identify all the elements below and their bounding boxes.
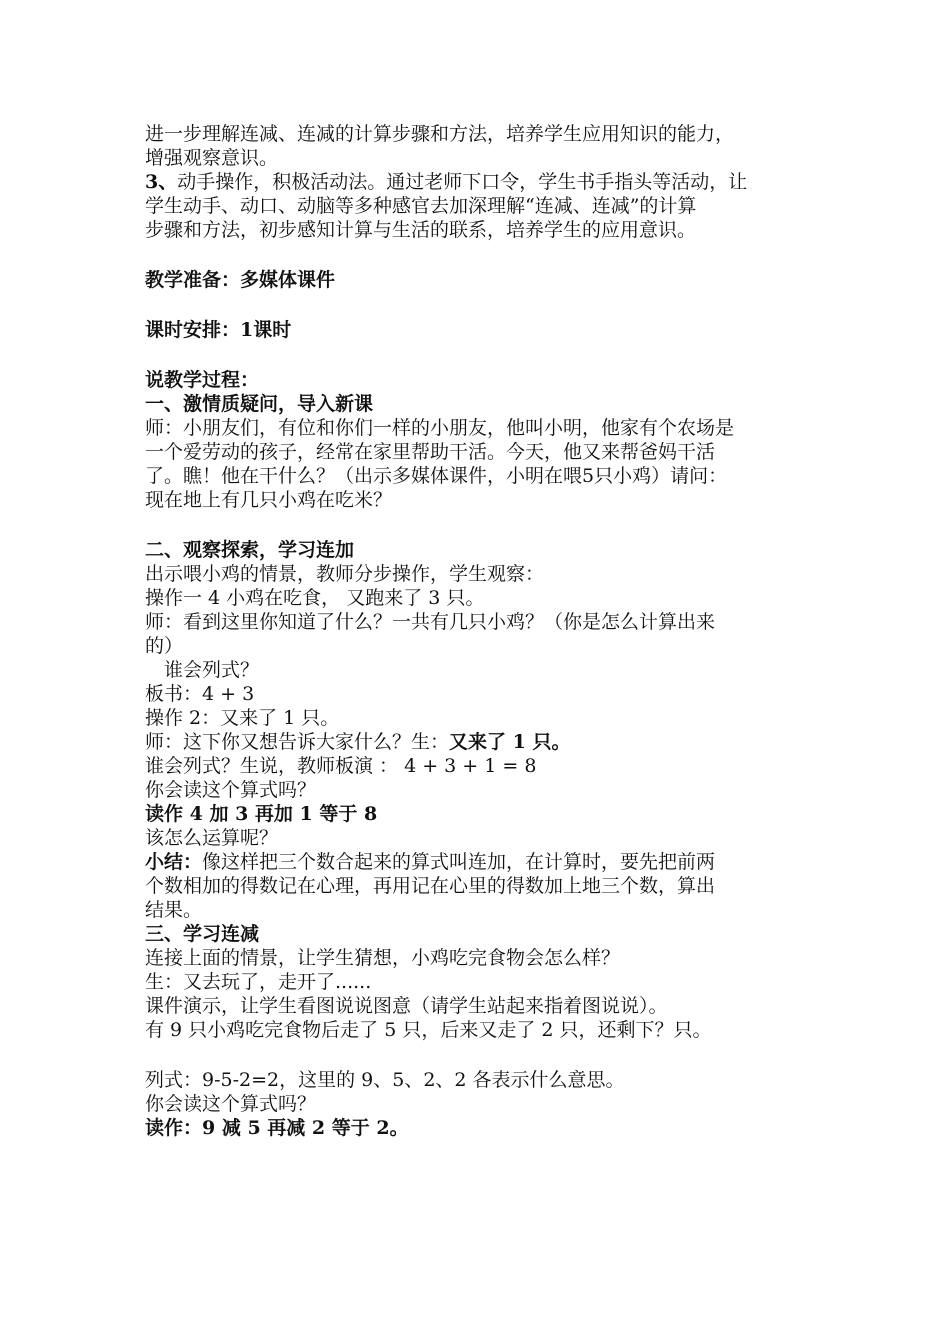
section-2-line-4: 的） — [145, 635, 184, 657]
section-1-heading: 一、激情质疑问，导入新课 — [145, 393, 374, 415]
section-3-line-2: 生：又去玩了，走开了...... — [145, 971, 372, 993]
teacher-question: 师：这下你又想告诉大家什么？生： — [145, 731, 450, 753]
process-heading: 说教学过程： — [145, 369, 260, 391]
section-3-line-1: 连接上面的情景，让学生猜想，小鸡吃完食物会怎么样？ — [145, 947, 621, 969]
section-2-line-6: 板书：4 + 3 — [145, 683, 255, 705]
section-2-summary-line-1 — [145, 850, 825, 874]
method-3-line — [145, 170, 825, 194]
spacer — [145, 292, 825, 318]
section-2-summary-line-3: 结果。 — [145, 899, 203, 921]
summary-label: 小结： — [145, 851, 203, 873]
section-2-line-8 — [145, 730, 825, 754]
section-3-line-3: 课件演示，让学生看图说说图意（请学生站起来指着图说说）。 — [145, 995, 668, 1017]
student-answer: 又来了 1 只。 — [449, 731, 571, 753]
class-hours: 课时安排：1课时 — [145, 319, 292, 341]
spacer — [145, 342, 825, 368]
section-2-line-10: 你会读这个算式吗？ — [145, 779, 317, 801]
intro-line-1: 进一步理解连减、连减的计算步骤和方法，培养学生应用知识的能力， — [145, 123, 735, 145]
section-3-heading: 三、学习连减 — [145, 923, 260, 945]
summary-text: 像这样把三个数合起来的算式叫连加，在计算时，要先把前两 — [202, 851, 716, 873]
method-3-line-2: 学生动手、动口、动脑等多种感官去加深理解“连减、连减”的计算 — [145, 195, 697, 217]
section-1-line-3: 了。瞧！他在干什么？（出示多媒体课件，小明在喂5只小鸡）请问： — [145, 465, 728, 487]
section-2-line-1: 出示喂小鸡的情景，教师分步操作，学生观察： — [145, 563, 545, 585]
spacer — [145, 512, 825, 538]
method-3-text: 动手操作，积极活动法。通过老师下口令，学生书手指头等活动，让 — [177, 171, 748, 193]
intro-line-2: 增强观察意识。 — [145, 147, 279, 169]
spacer — [145, 1042, 825, 1068]
section-1-line-2: 一个爱劳动的孩子，经常在家里帮助干活。今天，他又来帮爸妈干活 — [145, 441, 716, 463]
section-1-line-4: 现在地上有几只小鸡在吃米？ — [145, 489, 393, 511]
section-2-line-7: 操作 2：又来了 1 只。 — [145, 707, 340, 729]
section-2-line-9: 谁会列式？生说，教师板演 ： 4 + 3 + 1 = 8 — [145, 755, 537, 777]
section-2-line-11: 读作 4 加 3 再加 1 等于 8 — [145, 803, 378, 825]
section-2-heading: 二、观察探索，学习连加 — [145, 539, 355, 561]
section-2-line-3: 师：看到这里你知道了什么？一共有几只小鸡？（你是怎么计算出来 — [145, 611, 716, 633]
teaching-preparation: 教学准备：多媒体课件 — [145, 269, 336, 291]
section-2-line-5: 谁会列式？ — [164, 659, 260, 681]
section-3-line-6: 你会读这个算式吗？ — [145, 1093, 317, 1115]
method-3-line-3: 步骤和方法，初步感知计算与生活的联系，培养学生的应用意识。 — [145, 219, 697, 241]
spacer — [145, 242, 825, 268]
section-1-line-1: 师：小朋友们，有位和你们一样的小朋友，他叫小明，他家有个农场是 — [145, 417, 735, 439]
section-2-line-12: 该怎么运算呢？ — [145, 827, 279, 849]
method-3-number: 3、 — [145, 171, 178, 193]
section-3-line-7: 读作：9 减 5 再减 2 等于 2。 — [145, 1117, 409, 1139]
section-3-line-4: 有 9 只小鸡吃完食物后走了 5 只，后来又走了 2 只，还剩下？只。 — [145, 1019, 712, 1041]
section-2-summary-line-2: 个数相加的得数记在心理，再用记在心里的得数加上地三个数，算出 — [145, 875, 716, 897]
section-2-line-2: 操作一 4 小鸡在吃食， 又跑来了 3 只。 — [145, 587, 485, 609]
document-page — [145, 122, 825, 1140]
section-3-line-5: 列式：9-5-2=2，这里的 9、5、2、2 各表示什么意思。 — [145, 1069, 625, 1091]
